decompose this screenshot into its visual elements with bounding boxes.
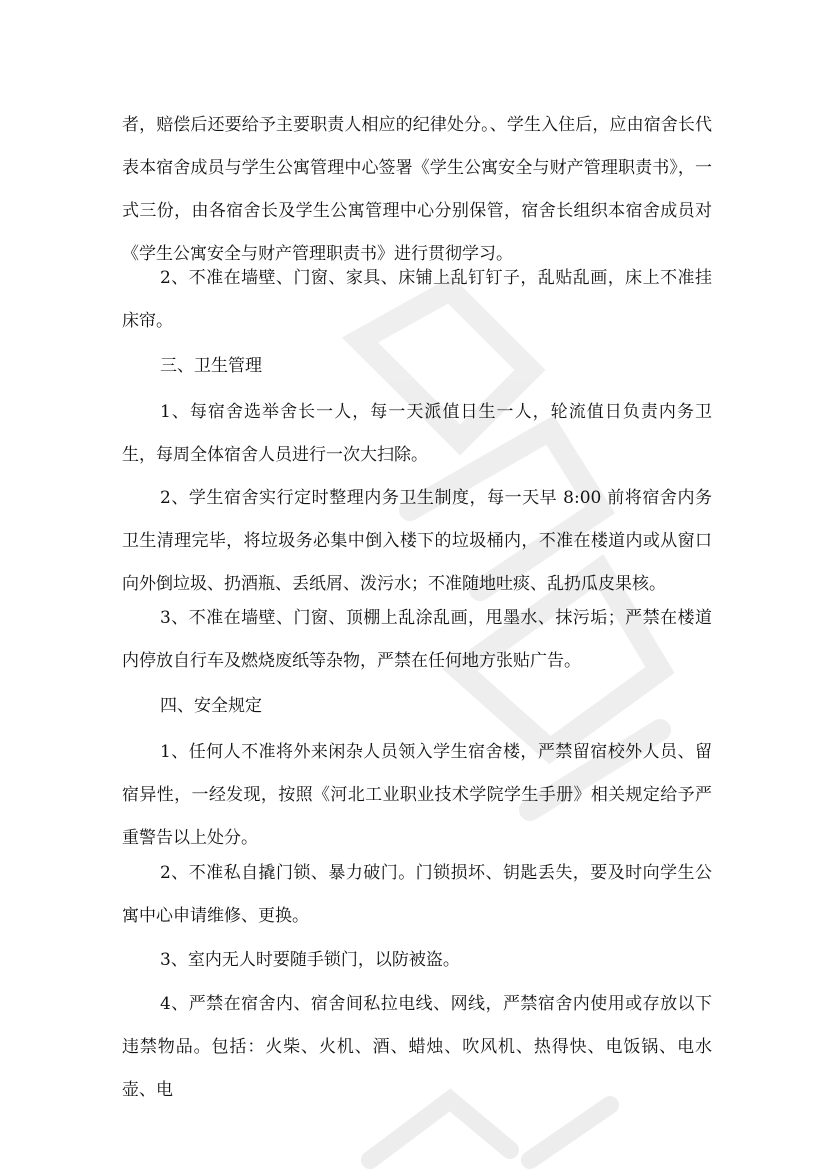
section-heading-hygiene: 三、卫生管理 — [160, 356, 262, 376]
paragraph-item-2-walls: 2、不准在墙壁、门窗、家具、床铺上乱钉钉子，乱贴乱画，床上不准挂床帘。 — [122, 268, 712, 331]
paragraph-safety-2: 2、不准私自撬门锁、暴力破门。门锁损坏、钥匙丢失，要及时向学生公寓中心申请维修、更换。 — [122, 863, 712, 926]
paragraph-continuation: 者，赔偿后还要给予主要职责人相应的纪律处分。、学生入住后，应由宿舍长代表本宿舍成员与学生公寓管理中心签署《学生公寓安全与财产管理职责书》，一式三份，由各宿舍长及学生公寓管理中心分别保管，宿舍长组织本宿舍成员对《学生公寓安全与财产管理职责书》进行贯彻学习。 — [122, 115, 712, 264]
paragraph-hygiene-3: 3、不准在墙壁、门窗、顶棚上乱涂乱画，甩墨水、抹污垢；严禁在楼道内停放自行车及燃烧废纸等杂物，严禁在任何地方张贴广告。 — [122, 608, 712, 671]
paragraph-hygiene-2: 2、学生宿舍实行定时整理内务卫生制度，每一天早 8:00 前将宿舍内务卫生清理完毕，将垃圾务必集中倒入楼下的垃圾桶内，不准在楼道内或从窗口向外倒垃圾、扔酒瓶、丢纸屑、泼污水；不准随地吐痰、乱扔瓜皮果核。 — [122, 488, 712, 594]
paragraph-safety-1: 1、任何人不准将外来闲杂人员领入学生宿舍楼，严禁留宿校外人员、留宿异性，一经发现，按照《河北工业职业技术学院学生手册》相关规定给予严重警告以上处分。 — [122, 742, 712, 848]
paragraph-safety-3: 3、室内无人时要随手锁门，以防被盗。 — [160, 950, 460, 970]
paragraph-hygiene-1: 1、每宿舍选举舍长一人，每一天派值日生一人，轮流值日负责内务卫生，每周全体宿舍人员进行一次大扫除。 — [122, 402, 712, 465]
paragraph-safety-4: 4、严禁在宿舍内、宿舍间私拉电线、网线，严禁宿舍内使用或存放以下违禁物品。包括：火柴、火机、酒、蜡烛、吹风机、热得快、电饭锅、电水壶、电 — [122, 994, 712, 1100]
section-heading-safety: 四、安全规定 — [160, 696, 262, 716]
